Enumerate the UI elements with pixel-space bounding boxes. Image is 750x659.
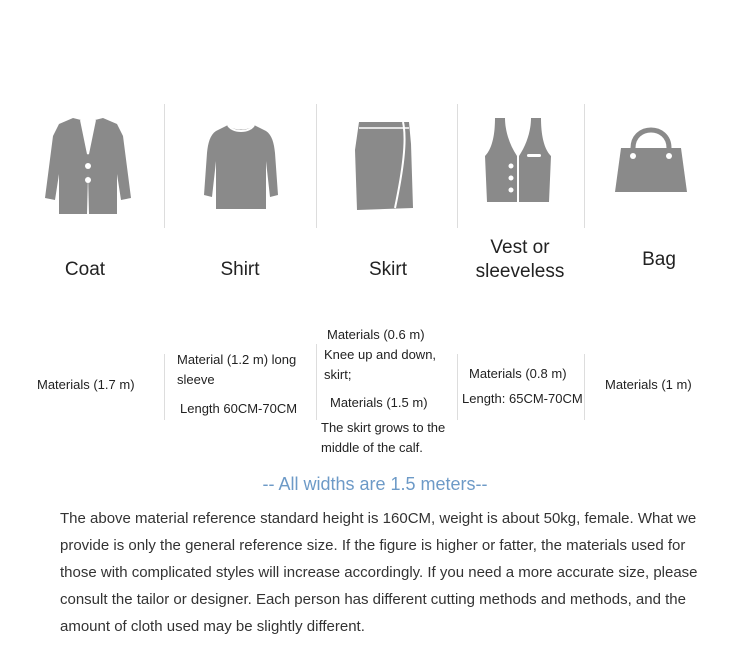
shirt-icon bbox=[202, 123, 280, 211]
divider bbox=[457, 104, 458, 228]
skirt-desc-b: The skirt grows to the middle of the calf. bbox=[321, 420, 446, 455]
label-coat: Coat bbox=[64, 259, 106, 280]
shirt-length: Length 60CM-70CM bbox=[180, 401, 298, 416]
widths-note: -- All widths are 1.5 meters-- bbox=[262, 474, 488, 494]
bag-material: Materials (1 m) bbox=[605, 377, 692, 392]
bag-icon bbox=[613, 120, 689, 194]
skirt-icon bbox=[353, 120, 415, 212]
divider bbox=[584, 354, 585, 420]
divider bbox=[316, 344, 317, 420]
vest-length: Length: 65CM-70CM bbox=[462, 391, 583, 406]
divider bbox=[457, 354, 458, 420]
divider bbox=[164, 354, 165, 420]
label-skirt: Skirt bbox=[369, 259, 407, 280]
skirt-material-b: Materials (1.5 m) bbox=[330, 395, 428, 410]
skirt-desc-a: Knee up and down, skirt; bbox=[324, 347, 437, 382]
description-paragraph: The above material reference standard height is 160CM, weight is about 50kg, female. What we provide is only the general reference size. If the figure is higher or fatter, the materials used for those with complicated styles will increase accordingly. If you need a more accurate size, please consult the tailor or designer. Each person has different cutting methods and methods, and the amount of cloth used may be slightly different. bbox=[60, 510, 698, 635]
coat-material: Materials (1.7 m) bbox=[37, 377, 135, 392]
label-vest bbox=[455, 236, 585, 284]
label-vest-line2: sleeveless bbox=[475, 261, 565, 282]
label-bag: Bag bbox=[642, 249, 676, 270]
skirt-material-a: Materials (0.6 m) bbox=[327, 327, 425, 342]
label-shirt: Shirt bbox=[220, 259, 260, 280]
vest-material: Materials (0.8 m) bbox=[469, 366, 567, 381]
divider bbox=[584, 104, 585, 228]
coat-icon bbox=[43, 114, 133, 218]
vest-icon bbox=[483, 116, 553, 204]
shirt-material: Material (1.2 m) long sleeve bbox=[177, 352, 297, 387]
divider bbox=[316, 104, 317, 228]
label-vest-line1: Vest or bbox=[490, 237, 550, 258]
divider bbox=[164, 104, 165, 228]
